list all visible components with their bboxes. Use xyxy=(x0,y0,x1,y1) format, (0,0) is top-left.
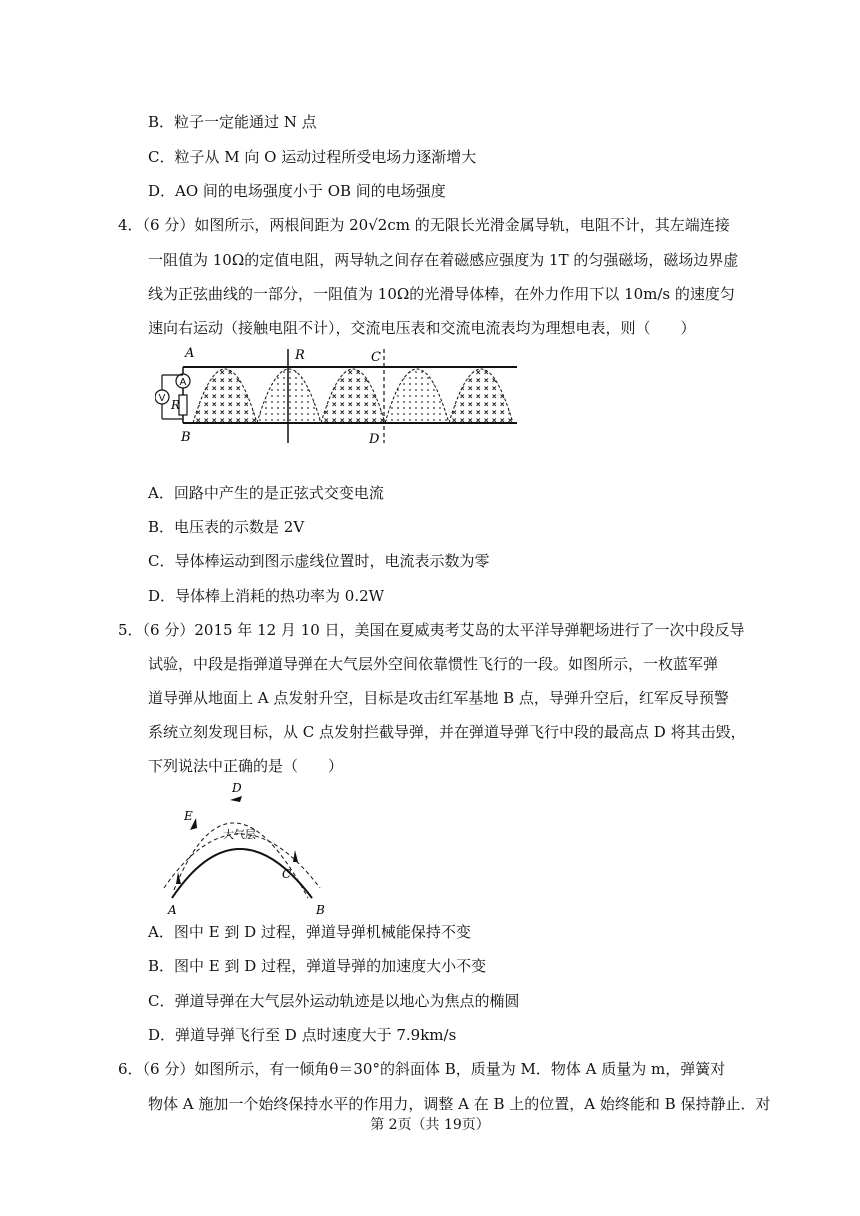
q4-option-d: D．导体棒上消耗的热功率为 0.2W xyxy=(148,587,385,605)
q5-stem-line-3: 道导弹从地面上 A 点发射升空，目标是攻击红军基地 B 点，导弹升空后，红军反导预警 xyxy=(148,689,729,707)
q5-stem-line-4: 系统立刻发现目标，从 C 点发射拦截导弹，并在弹道导弹飞行中段的最高点 D 将其击毁， xyxy=(148,723,746,741)
q4-label-C: C xyxy=(371,350,381,365)
q4-stem-line-1: 4．（6 分）如图所示，两根间距为 20√2cm 的无限长光滑金属导轨，电阻不计，其左端连接 xyxy=(118,216,730,234)
q5-atmosphere-label: 大气层 xyxy=(223,828,256,841)
q5-label-E: E xyxy=(184,809,193,823)
q6-stem-line-1: 6．（6 分）如图所示，有一倾角θ＝30°的斜面体 B，质量为 M．物体 A 质量为 m，弹簧对 xyxy=(118,1060,726,1078)
q5-label-C: C xyxy=(282,867,292,881)
q5-stem-line-2: 试验，中段是指弹道导弹在大气层外空间依靠惯性飞行的一段。如图所示，一枚蓝军弹 xyxy=(148,655,719,673)
q4-label-D: D xyxy=(369,432,380,447)
q4-option-b: B．电压表的示数是 2V xyxy=(148,518,305,536)
q4-ammeter-label: A xyxy=(179,377,187,388)
q4-label-A: A xyxy=(185,346,195,361)
q4-stem-line-2: 一阻值为 10Ω的定值电阻，两导轨之间存在着磁感应强度为 1T 的匀强磁场，磁场边界虚 xyxy=(148,251,739,269)
q3-option-c: C．粒子从 M 向 O 运动过程所受电场力逐渐增大 xyxy=(148,148,477,166)
q5-missile-trajectory-figure xyxy=(150,780,335,915)
q5-label-B: B xyxy=(316,903,325,915)
q4-rod-label: R xyxy=(295,348,305,363)
q4-resistor-label: R xyxy=(171,398,181,412)
q4-rail-circuit-figure xyxy=(155,345,535,470)
q5-option-b: B．图中 E 到 D 过程，弹道导弹的加速度大小不变 xyxy=(148,957,487,975)
q3-option-d: D．AO 间的电场强度小于 OB 间的电场强度 xyxy=(148,182,446,200)
q4-stem-line-3: 线为正弦曲线的一部分，一阻值为 10Ω的光滑导体棒，在外力作用下以 10m/s 的速度匀 xyxy=(148,285,735,303)
q6-stem-line-2: 物体 A 施加一个始终保持水平的作用力，调整 A 在 B 上的位置，A 始终能和 B 保持静止．对 xyxy=(148,1095,771,1113)
q5-label-D: D xyxy=(232,781,242,795)
q5-option-a: A．图中 E 到 D 过程，弹道导弹机械能保持不变 xyxy=(148,923,471,941)
q5-option-c: C．弹道导弹在大气层外运动轨迹是以地心为焦点的椭圆 xyxy=(148,992,520,1010)
q4-label-B: B xyxy=(181,430,191,445)
q5-stem-line-1: 5．（6 分）2015 年 12 月 10 日，美国在夏威夷考艾岛的太平洋导弹靶场进行了一次中段反导 xyxy=(118,621,745,639)
page-footer: 第 2页（共 19页） xyxy=(370,1117,490,1133)
q5-option-d: D．弹道导弹飞行至 D 点时速度大于 7.9km/s xyxy=(148,1026,457,1044)
q4-option-a: A．回路中产生的是正弦式交变电流 xyxy=(148,484,384,502)
q4-option-c: C．导体棒运动到图示虚线位置时，电流表示数为零 xyxy=(148,552,490,570)
q5-stem-line-5: 下列说法中正确的是（ ） xyxy=(148,757,344,775)
q4-voltmeter-label: V xyxy=(158,393,166,404)
q4-stem-line-4: 速向右运动（接触电阻不计），交流电压表和交流电流表均为理想电表，则（ ） xyxy=(148,319,696,337)
q5-label-A: A xyxy=(168,903,177,915)
q3-option-b: B．粒子一定能通过 N 点 xyxy=(148,113,317,131)
